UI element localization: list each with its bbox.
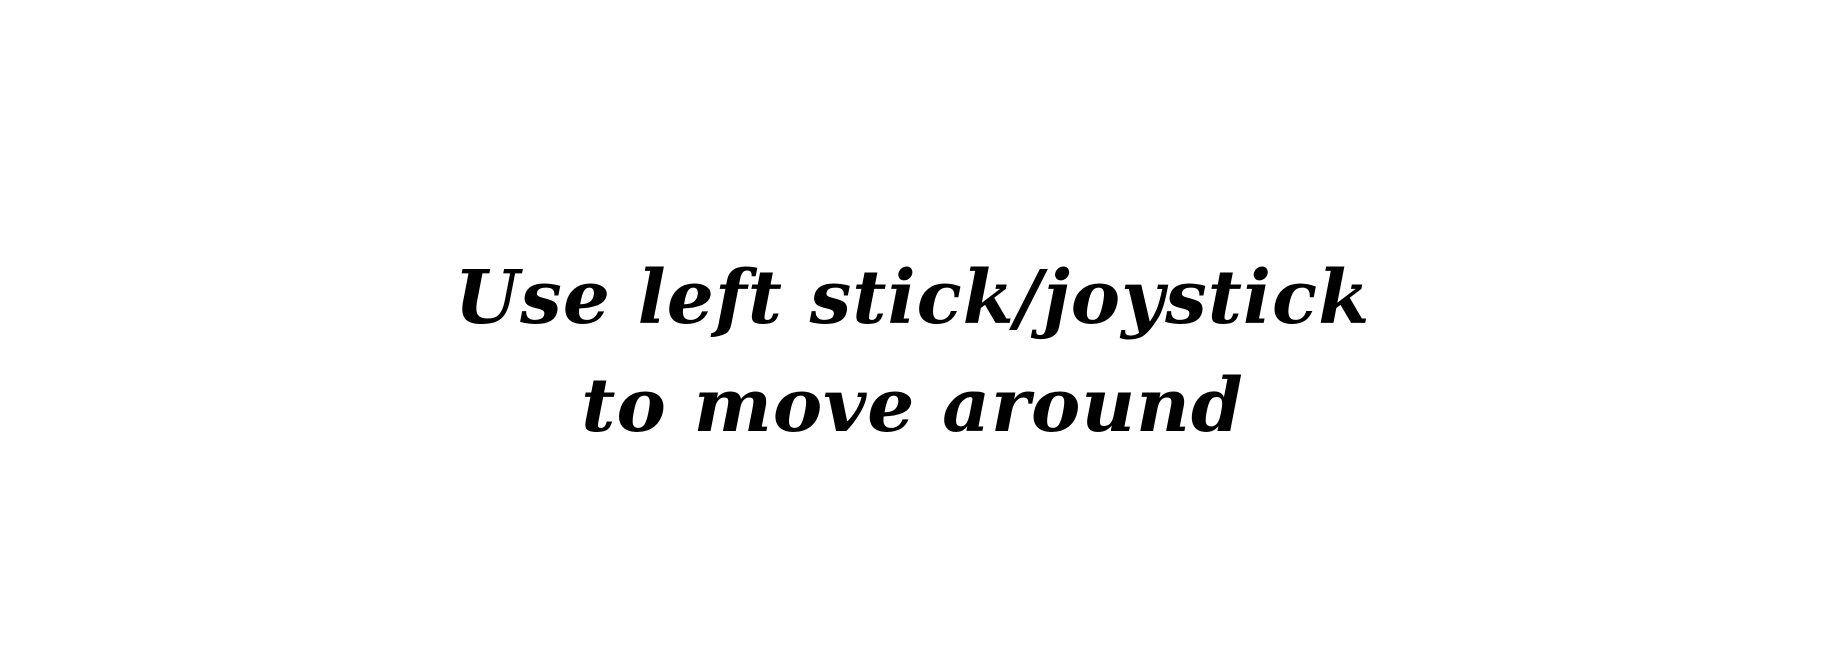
tutorial-hint-line-1: Use left stick/joystick	[454, 255, 1371, 341]
tutorial-hint	[0, 244, 1825, 460]
tutorial-hint-line-2: to move around	[581, 363, 1244, 449]
